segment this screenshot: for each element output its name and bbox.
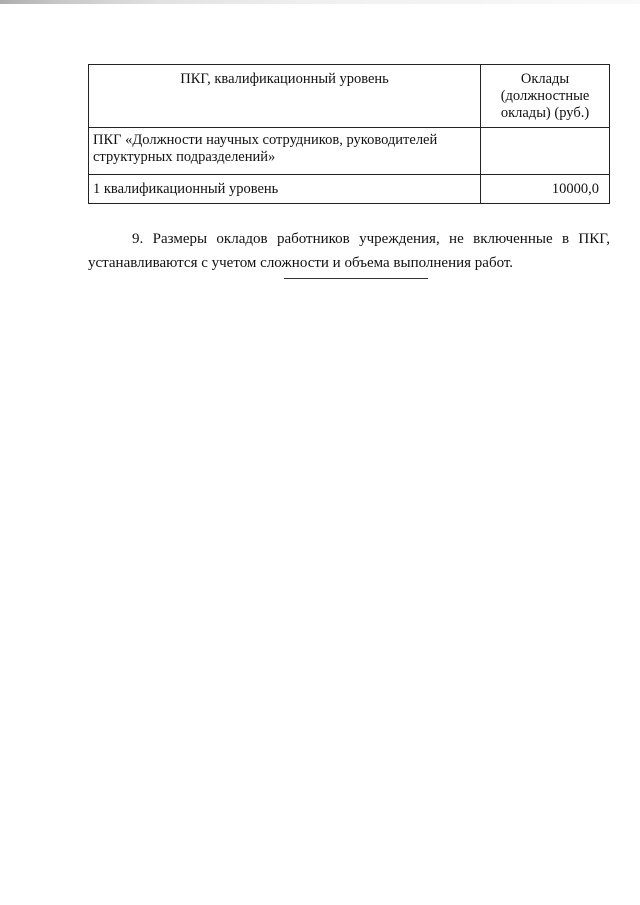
level-name-cell: 1 квалификационный уровень <box>89 175 481 204</box>
group-salary-cell <box>481 128 610 175</box>
group-name-cell: ПКГ «Должности научных сотрудников, руководителей структурных подразделений» <box>89 128 481 175</box>
scan-edge-artifact <box>0 0 640 4</box>
paragraph-9: 9. Размеры окладов работников учреждения, не включенные в ПКГ, устанавливаются с учетом сложности и объема выполнения работ. <box>88 231 610 271</box>
salary-table <box>88 64 610 204</box>
table-row <box>89 175 610 204</box>
header-cell-salary: Оклады (должностные оклады) (руб.) <box>481 65 610 128</box>
table-header-row <box>89 65 610 128</box>
header-cell-name: ПКГ, квалификационный уровень <box>89 65 481 128</box>
level-salary-cell: 10000,0 <box>481 175 610 204</box>
table-row-group <box>89 128 610 175</box>
end-divider-line <box>284 278 428 279</box>
